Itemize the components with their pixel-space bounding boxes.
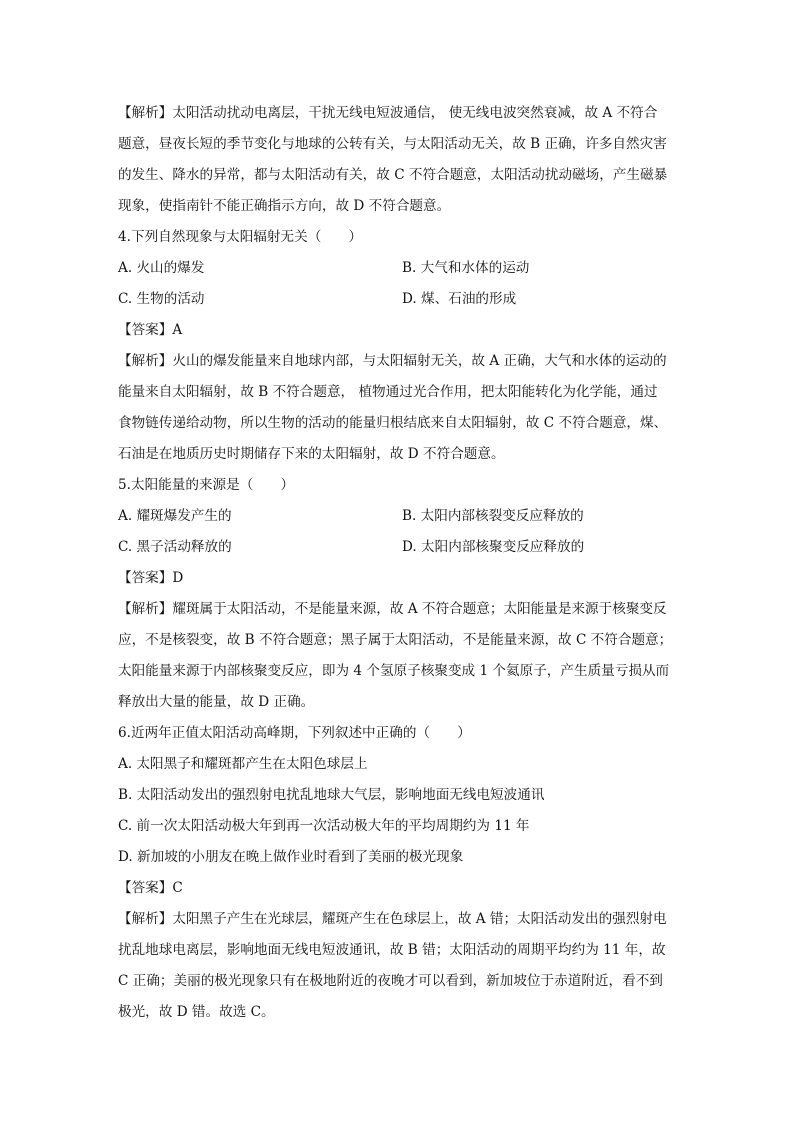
question-stem: 6.近两年正值太阳活动高峰期，下列叙述中正确的（ ） [118,725,471,741]
explanation-line: 太阳能量来源于内部核聚变反应，即为 4 个氢原子核聚变成 1 个氦原子，产生质量亏损从而 [118,663,670,679]
explanation-line: 的发生、降水的异常，都与太阳活动有关，故 C 不符合题意，太阳活动扰动磁场，产生磁暴 [118,167,668,183]
option-c: C. 前一次太阳活动极大年到再一次活动极大年的平均周期约为 11 年 [118,818,530,834]
explanation-line: C 正确；美丽的极光现象只有在极地附近的夜晚才可以看到，新加坡位于赤道附近，看不到 [118,973,663,989]
explanation-line: 应，不是核裂变，故 B 不符合题意；黑子属于太阳活动，不是能量来源，故 C 不符合题意； [118,632,673,648]
explanation-line: 食物链传递给动物，所以生物的活动的能量归根结底来自太阳辐射，故 C 不符合题意，煤、 [118,415,668,431]
option-d: D. 太阳内部核聚变反应释放的 [402,539,585,555]
explanation-line: 【解析】太阳黑子产生在光球层，耀斑产生在色球层上，故 A 错；太阳活动发出的强烈射电 [118,911,667,927]
explanation-line: 【解析】火山的爆发能量来自地球内部，与太阳辐射无关，故 A 正确，大气和水体的运动的 [118,353,667,369]
explanation-line: 【解析】耀斑属于太阳活动，不是能量来源，故 A 不符合题意；太阳能量是来源于核聚变反 [118,601,667,617]
option-b: B. 太阳内部核裂变反应释放的 [402,508,584,524]
explanation-line: 题意，昼夜长短的季节变化与地球的公转有关，与太阳活动无关，故 B 正确，许多自然灾害 [118,136,667,152]
explanation-line: 现象，使指南针不能正确指示方向，故 D 不符合题意。 [118,198,451,214]
options-row [118,532,678,563]
explanation-line: 极光，故 D 错。故选 C。 [118,1004,275,1020]
explanation-line: 【解析】太阳活动扰动电离层，干扰无线电短波通信， 使无线电波突然衰减，故 A 不符合 [118,105,658,121]
option-c: C. 生物的活动 [118,291,205,307]
explanation-line: 能量来自太阳辐射，故 B 不符合题意， 植物通过光合作用，把太阳能转化为化学能，通过 [118,384,658,400]
explanation-line: 释放出大量的能量，故 D 正确。 [118,694,315,710]
answer-line: 【答案】D [118,570,184,586]
option-d: D. 新加坡的小朋友在晚上做作业时看到了美丽的极光现象 [118,849,464,865]
option-a: A. 火山的爆发 [118,260,205,276]
option-c: C. 黑子活动释放的 [118,539,232,555]
previous-explanation [118,98,678,222]
explanation-line: 扰乱地球电离层，影响地面无线电短波通讯，故 B 错；太阳活动的周期平均约为 11 年，故 [118,942,666,958]
option-b: B. 太阳活动发出的强烈射电扰乱地球大气层，影响地面无线电短波通讯 [118,787,545,803]
question-6 [118,718,678,1028]
options-row [118,253,678,284]
explanation-line: 石油是在地质历史时期储存下来的太阳辐射，故 D 不符合题意。 [118,446,505,462]
options-row [118,501,678,532]
question-4 [118,222,678,470]
option-b: B. 大气和水体的运动 [402,260,530,276]
document-page [118,98,678,1028]
option-a: A. 太阳黑子和耀斑都产生在太阳色球层上 [118,756,368,772]
question-stem: 5.太阳能量的来源是（ ） [118,477,295,493]
options-row [118,284,678,315]
question-stem: 4.下列自然现象与太阳辐射无关（ ） [118,229,363,245]
option-a: A. 耀斑爆发产生的 [118,508,232,524]
answer-line: 【答案】A [118,322,183,338]
answer-line: 【答案】C [118,880,183,896]
question-5 [118,470,678,718]
option-d: D. 煤、石油的形成 [402,291,517,307]
